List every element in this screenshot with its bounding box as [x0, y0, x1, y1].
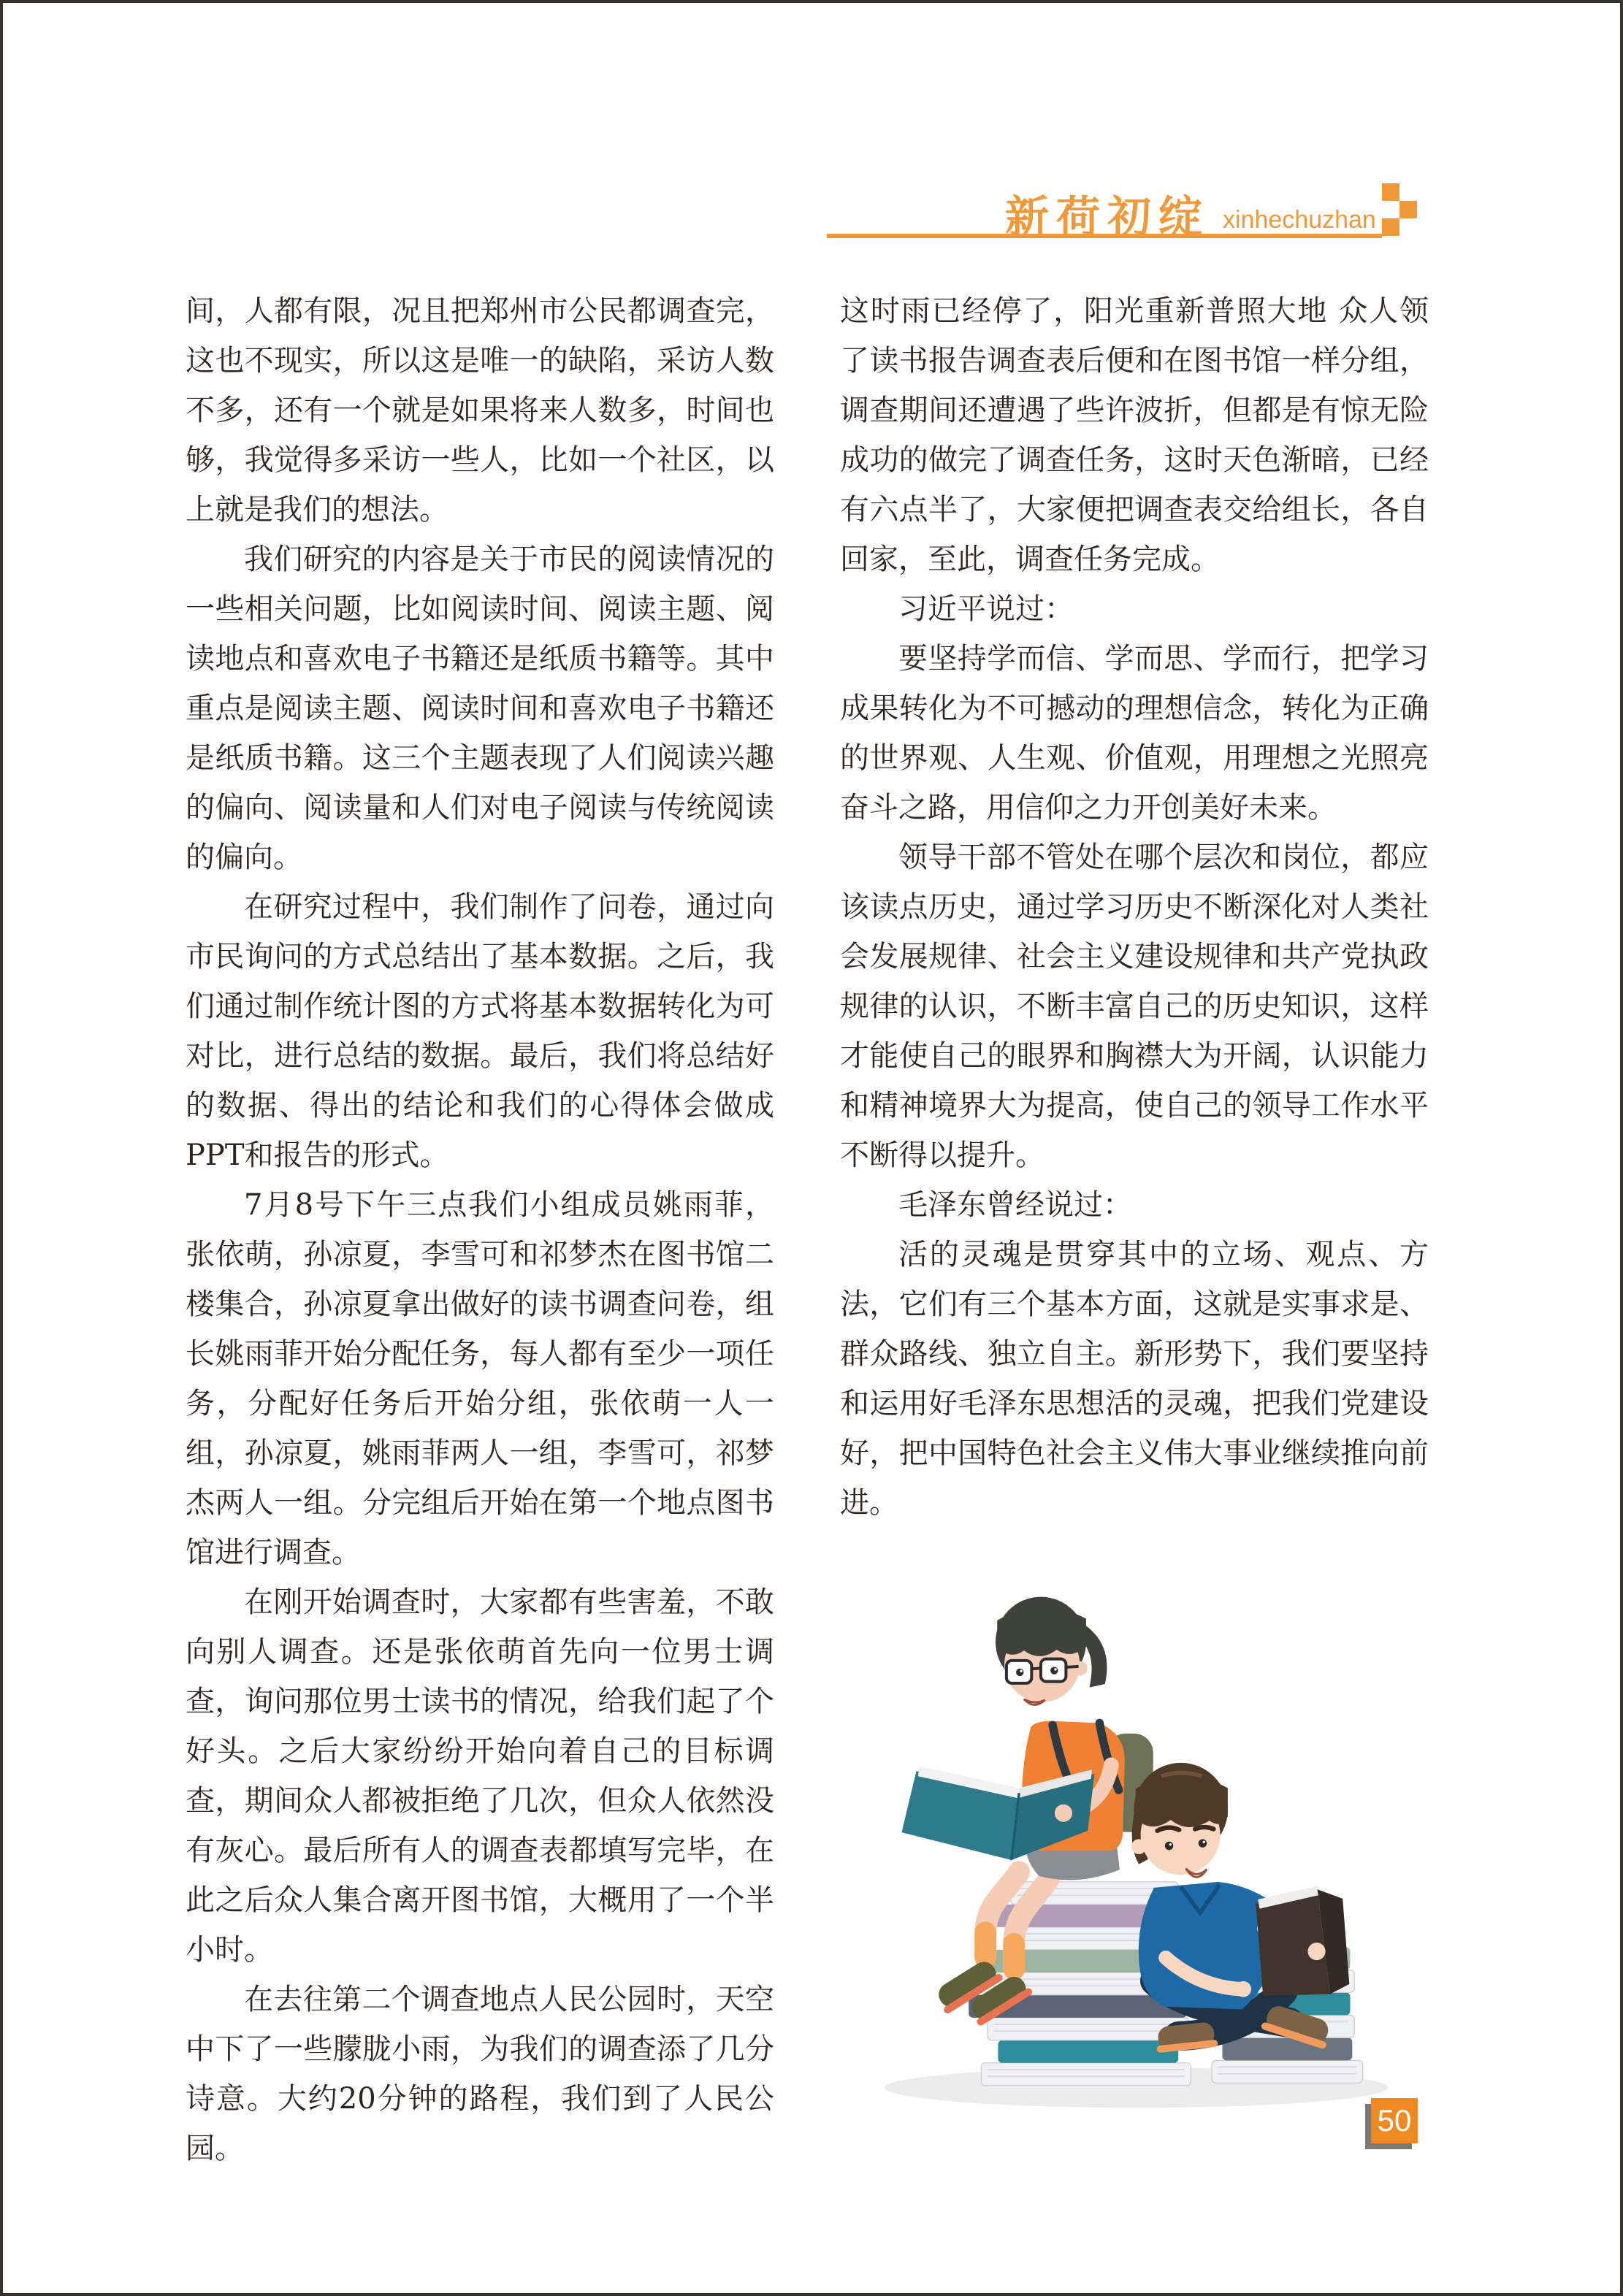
head	[996, 1597, 1107, 1705]
book-dark	[1256, 1886, 1349, 1996]
left-text-column	[186, 286, 774, 2173]
page-number-badge: 50	[1371, 2098, 1418, 2143]
paragraph: 毛泽东曾经说过：	[898, 1188, 1132, 1222]
right-text-column	[840, 286, 1429, 1528]
paragraph: 在研究过程中，我们制作了问卷，通过向市民询问的方式总结出了基本数据。之后，我们通过制作统计图的方式将基本数据转化为可对比，进行总结的数据。最后，我们将总结好的数据、得出的结论和我们的心得体会做成PPT和报告的形式。	[186, 890, 774, 1172]
paragraph: 我们研究的内容是关于市民的阅读情况的一些相关问题，比如阅读时间、阅读主题、阅读地点和喜欢电子书籍还是纸质书籍等。其中重点是阅读主题、阅读时间和喜欢电子书籍还是纸质书籍。这三个主题表现了人们阅读兴趣的偏向、阅读量和人们对电子阅读与传统阅读的偏向。	[186, 543, 774, 874]
section-title-pinyin: xinhechuzhan	[1223, 206, 1376, 234]
reading-boys-illustration	[843, 1537, 1500, 2121]
section-title: 新荷初绽	[1005, 192, 1210, 243]
paragraph: 7月8号下午三点我们小组成员姚雨菲，张依萌，孙凉夏，李雪可和祁梦杰在图书馆二楼集合，孙凉夏拿出做好的读书调查问卷，组长姚雨菲开始分配任务，每人都有至少一项任务，分配好任务后开始分组，张依萌一人一组，孙凉夏，姚雨菲两人一组，李雪可，祁梦杰两人一组。分完组后开始在第一个地点图书馆进行调查。	[186, 1188, 774, 1569]
header-deco-square-icon	[1382, 183, 1399, 201]
paragraph: 要坚持学而信、学而思、学而行，把学习成果转化为不可撼动的理想信念，转化为正确的世界观、人生观、价值观，用理想之光照亮奋斗之路，用信仰之力开创美好未来。	[840, 642, 1429, 824]
paragraph: 习近平说过：	[898, 592, 1074, 626]
header-deco-square-icon	[1382, 218, 1399, 236]
paragraph: 在去往第二个调查地点人民公园时，天空中下了一些朦胧小雨，为我们的调查添了几分诗意。大约20分钟的路程，我们到了人民公园。	[186, 1983, 774, 2165]
paragraph: 这时雨已经停了，阳光重新普照大地 众人领了读书报告调查表后便和在图书馆一样分组，调查期间还遭遇了些许波折，但都是有惊无险成功的做完了调查任务，这时天色渐暗，已经有六点半了，大家便把调查表交给组长，各自回家，至此，调查任务完成。	[840, 294, 1429, 576]
header-deco-square-icon	[1399, 201, 1417, 218]
head	[1131, 1763, 1228, 1877]
paragraph: 在刚开始调查时，大家都有些害羞，不敢向别人调查。还是张依萌首先向一位男士调查，询问那位男士读书的情况，给我们起了个好头。之后大家纷纷开始向着自己的目标调查，期间众人都被拒绝了几次，但众人依然没有灰心。最后所有人的调查表都填写完毕，在此之后众人集合离开图书馆，大概用了一个半小时。	[186, 1585, 774, 1967]
paragraph: 活的灵魂是贯穿其中的立场、观点、方法，它们有三个基本方面，这就是实事求是、群众路线、独立自主。新形势下，我们要坚持和运用好毛泽东思想活的灵魂，把我们党建设好，把中国特色社会主义伟大事业继续推向前进。	[840, 1238, 1429, 1520]
paragraph: 间，人都有限，况且把郑州市公民都调查完，这也不现实，所以这是唯一的缺陷，采访人数不多，还有一个就是如果将来人数多，时间也够，我觉得多采访一些人，比如一个社区，以上就是我们的想法。	[186, 294, 774, 527]
paragraph: 领导干部不管处在哪个层次和岗位，都应该读点历史，通过学习历史不断深化对人类社会发展规律、社会主义建设规律和共产党执政规律的认识，不断丰富自己的历史知识，这样才能使自己的眼界和胸襟大为开阔，认识能力和精神境界大为提高，使自己的领导工作水平不断得以提升。	[840, 841, 1429, 1172]
